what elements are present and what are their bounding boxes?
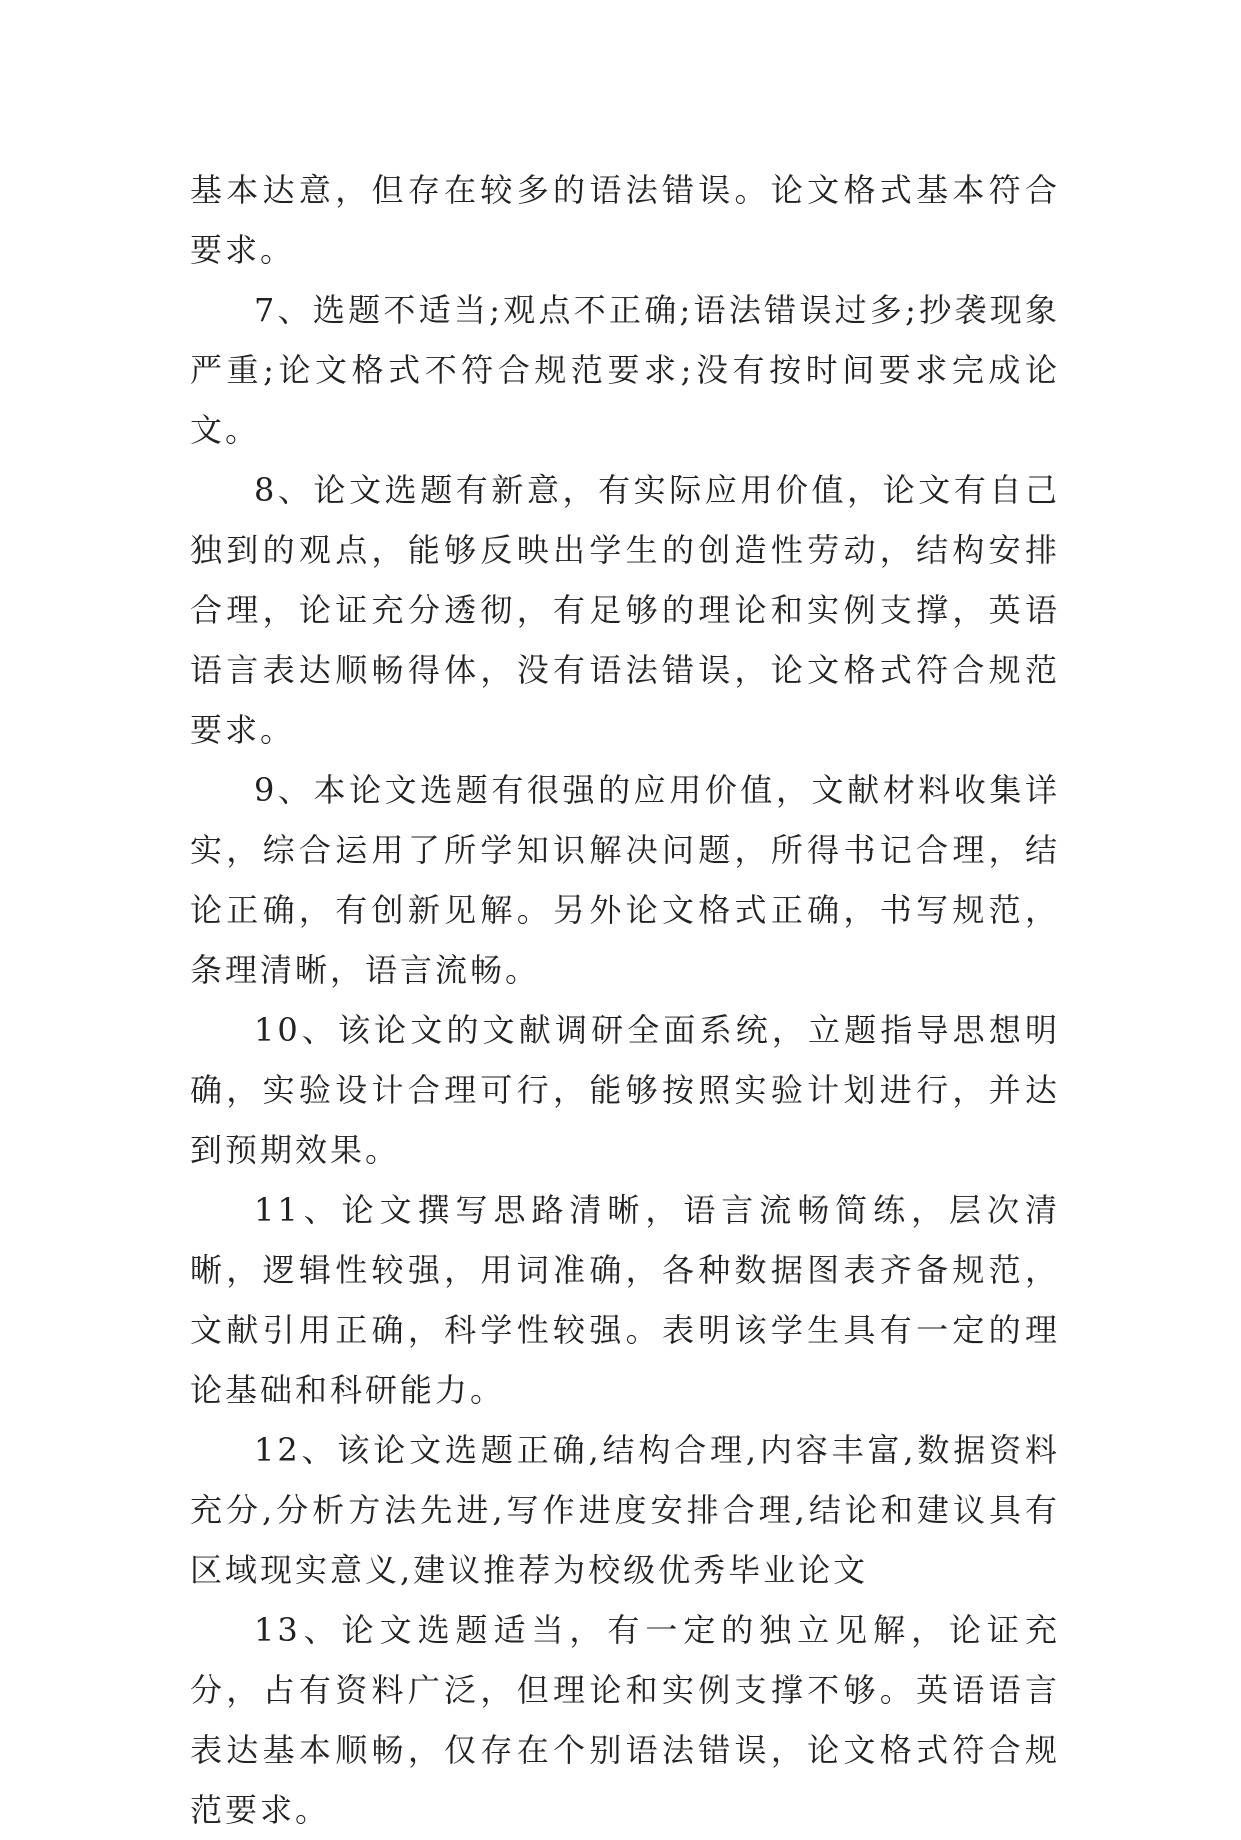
paragraph-item-9: 9、本论文选题有很强的应用价值，文献材料收集详实，综合运用了所学知识解决问题，所得书记合理，结论正确，有创新见解。另外论文格式正确，书写规范，条理清晰，语言流畅。 (190, 771, 1060, 989)
paragraph-item-12: 12、该论文选题正确,结构合理,内容丰富,数据资料充分,分析方法先进,写作进度安排合理,结论和建议具有区域现实意义,建议推荐为校级优秀毕业论文 (190, 1431, 1060, 1589)
document-body (190, 160, 1060, 1840)
paragraph-item-7: 7、选题不适当;观点不正确;语法错误过多;抄袭现象严重;论文格式不符合规范要求;没有按时间要求完成论文。 (190, 291, 1060, 449)
paragraph-item-11: 11、论文撰写思路清晰，语言流畅简练，层次清晰，逻辑性较强，用词准确，各种数据图表齐备规范，文献引用正确，科学性较强。表明该学生具有一定的理论基础和科研能力。 (190, 1191, 1060, 1409)
paragraph-item-10: 10、该论文的文献调研全面系统，立题指导思想明确，实验设计合理可行，能够按照实验计划进行，并达到预期效果。 (190, 1011, 1060, 1169)
paragraph-item-13: 13、论文选题适当，有一定的独立见解，论证充分，占有资料广泛，但理论和实例支撑不够。英语语言表达基本顺畅，仅存在个别语法错误，论文格式符合规范要求。 (190, 1611, 1060, 1829)
paragraph-continuation: 基本达意，但存在较多的语法错误。论文格式基本符合要求。 (190, 171, 1060, 269)
paragraph-item-8: 8、论文选题有新意，有实际应用价值，论文有自己独到的观点，能够反映出学生的创造性劳动，结构安排合理，论证充分透彻，有足够的理论和实例支撑，英语语言表达顺畅得体，没有语法错误，论文格式符合规范要求。 (190, 471, 1060, 749)
